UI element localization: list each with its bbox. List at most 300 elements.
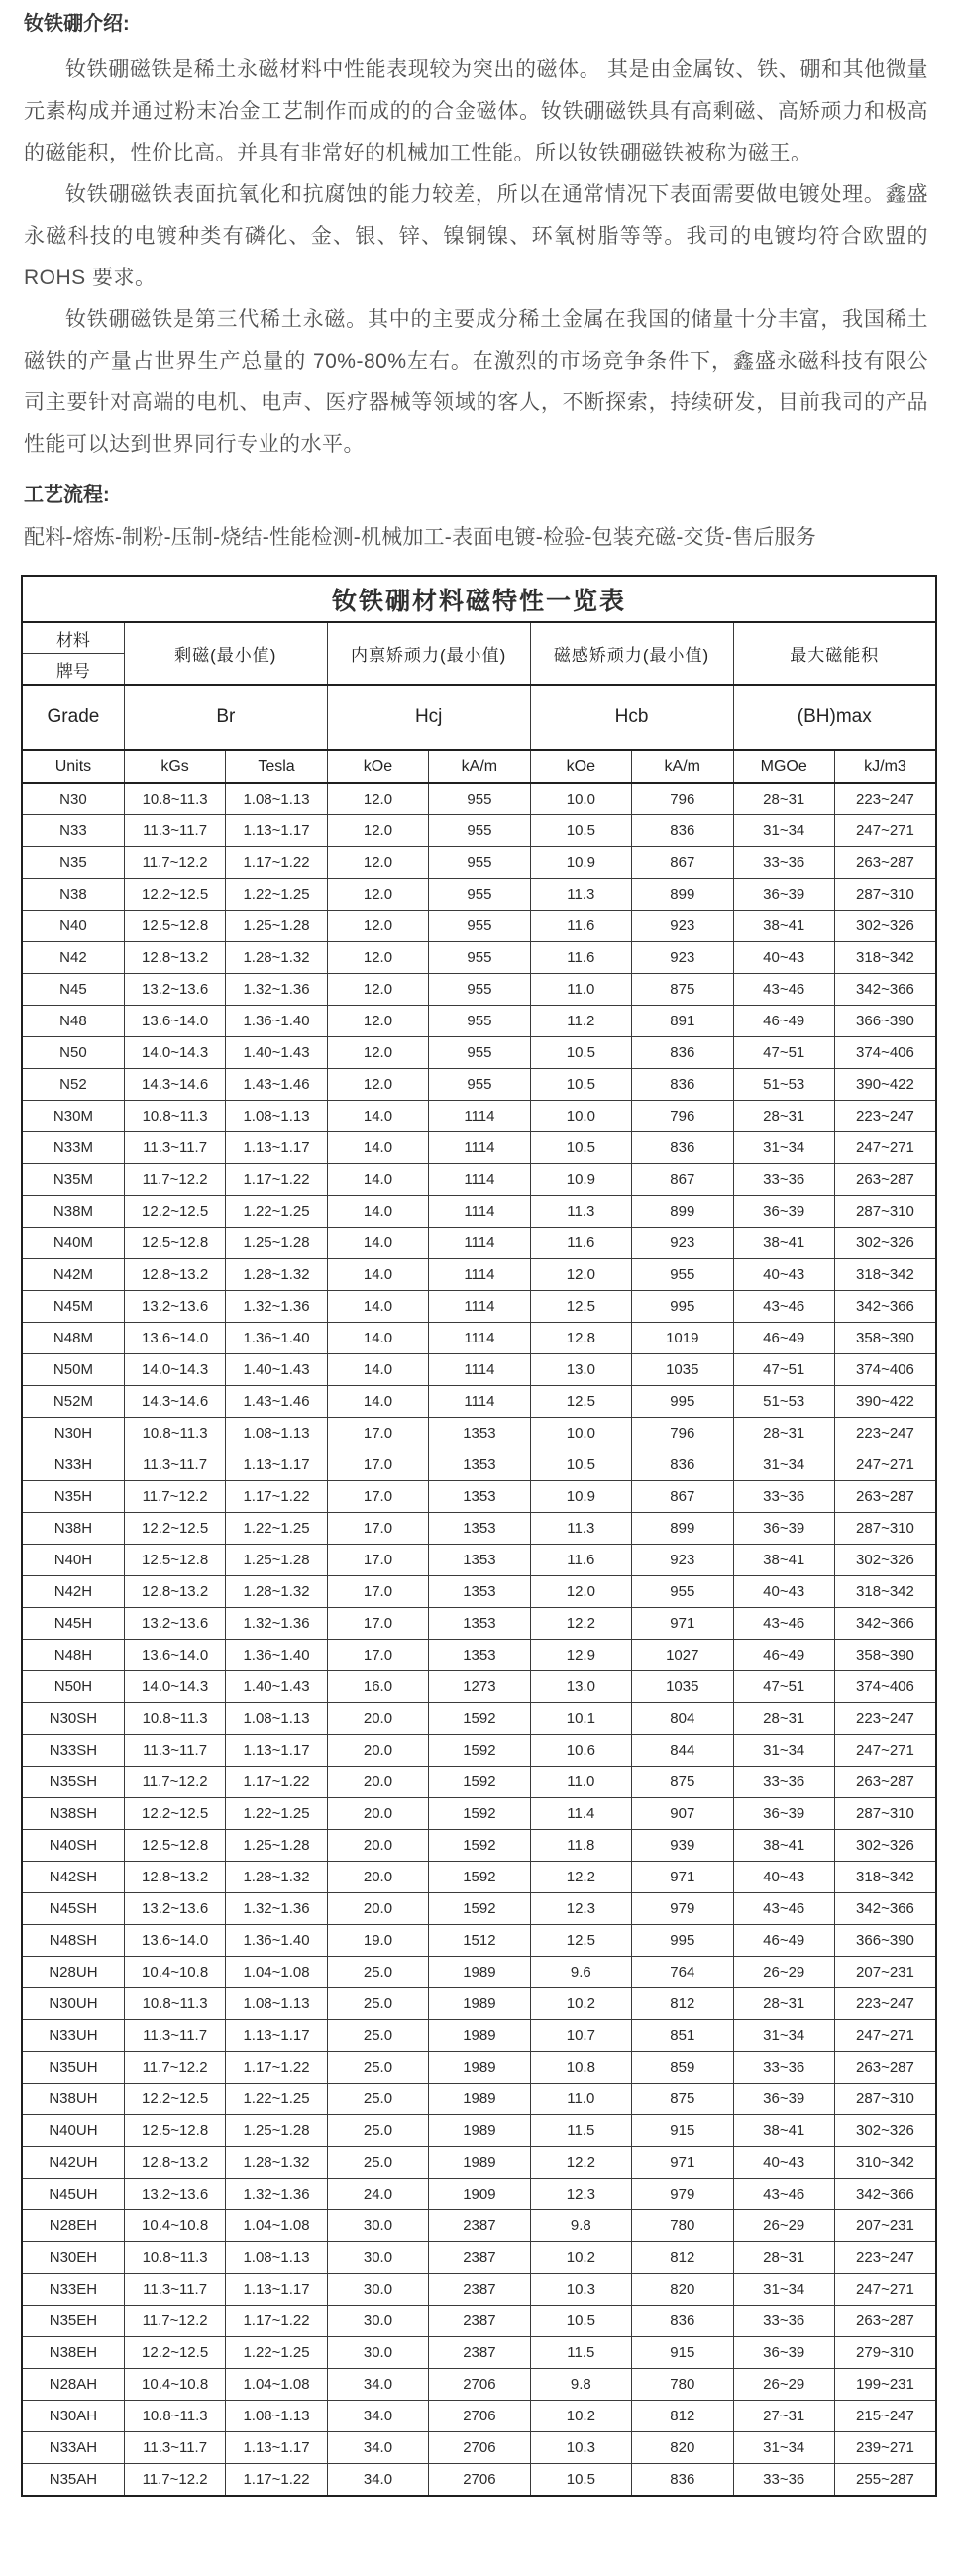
- grade-cell: N35M: [22, 1164, 124, 1196]
- value-cell: 1.32~1.36: [226, 974, 327, 1006]
- value-cell: 12.2~12.5: [124, 879, 225, 911]
- value-cell: 30.0: [327, 2210, 428, 2242]
- value-cell: 1.08~1.13: [226, 1101, 327, 1132]
- grade-cell: N38SH: [22, 1798, 124, 1830]
- value-cell: 2387: [429, 2337, 530, 2369]
- value-cell: 955: [429, 1006, 530, 1037]
- value-cell: 875: [632, 1767, 733, 1798]
- unit-koe-hcj: kOe: [327, 750, 428, 783]
- value-cell: 20.0: [327, 1767, 428, 1798]
- intro-heading: 钕铁硼介绍:: [24, 13, 130, 35]
- table-row: [22, 2306, 936, 2337]
- value-cell: 27~31: [733, 2401, 834, 2432]
- value-cell: 12.5: [530, 1925, 631, 1957]
- value-cell: 14.0: [327, 1228, 428, 1259]
- value-cell: 43~46: [733, 2179, 834, 2210]
- value-cell: 10.7: [530, 2020, 631, 2052]
- grade-cell: N35AH: [22, 2464, 124, 2497]
- value-cell: 1.36~1.40: [226, 1006, 327, 1037]
- value-cell: 13.2~13.6: [124, 1893, 225, 1925]
- value-cell: 13.2~13.6: [124, 974, 225, 1006]
- value-cell: 1.25~1.28: [226, 1228, 327, 1259]
- grade-cell: N33AH: [22, 2432, 124, 2464]
- value-cell: 17.0: [327, 1418, 428, 1449]
- table-row: [22, 815, 936, 847]
- value-cell: 13.2~13.6: [124, 1291, 225, 1323]
- value-cell: 11.7~12.2: [124, 847, 225, 879]
- grade-table-body: [22, 783, 936, 2496]
- value-cell: 33~36: [733, 2464, 834, 2497]
- value-cell: 971: [632, 2147, 733, 2179]
- value-cell: 17.0: [327, 1545, 428, 1576]
- intro-section: [0, 10, 958, 559]
- value-cell: 1114: [429, 1291, 530, 1323]
- value-cell: 374~406: [834, 1037, 936, 1069]
- value-cell: 955: [429, 911, 530, 942]
- value-cell: 223~247: [834, 1101, 936, 1132]
- value-cell: 302~326: [834, 1830, 936, 1862]
- value-cell: 19.0: [327, 1925, 428, 1957]
- grade-cell: N40SH: [22, 1830, 124, 1862]
- value-cell: 1.08~1.13: [226, 1703, 327, 1735]
- value-cell: 955: [429, 879, 530, 911]
- value-cell: 867: [632, 1164, 733, 1196]
- value-cell: 12.0: [327, 1037, 428, 1069]
- table-row: [22, 1418, 936, 1449]
- value-cell: 30.0: [327, 2337, 428, 2369]
- value-cell: 374~406: [834, 1354, 936, 1386]
- value-cell: 43~46: [733, 1291, 834, 1323]
- value-cell: 867: [632, 847, 733, 879]
- value-cell: 11.3~11.7: [124, 2020, 225, 2052]
- grade-cell: N30SH: [22, 1703, 124, 1735]
- table-row: [22, 1481, 936, 1513]
- grade-cell: N50: [22, 1037, 124, 1069]
- value-cell: 836: [632, 1069, 733, 1101]
- value-cell: 1.17~1.22: [226, 2306, 327, 2337]
- table-row: [22, 2179, 936, 2210]
- value-cell: 43~46: [733, 1893, 834, 1925]
- value-cell: 1909: [429, 2179, 530, 2210]
- value-cell: 1.32~1.36: [226, 2179, 327, 2210]
- value-cell: 14.0: [327, 1386, 428, 1418]
- value-cell: 796: [632, 1418, 733, 1449]
- value-cell: 12.0: [327, 815, 428, 847]
- value-cell: 17.0: [327, 1449, 428, 1481]
- value-cell: 11.3~11.7: [124, 2274, 225, 2306]
- unit-kam-hcb: kA/m: [632, 750, 733, 783]
- header-symbol-row: [22, 685, 936, 750]
- table-row: [22, 2084, 936, 2115]
- value-cell: 12.2: [530, 1862, 631, 1893]
- value-cell: 11.7~12.2: [124, 1481, 225, 1513]
- value-cell: 17.0: [327, 1608, 428, 1640]
- value-cell: 1114: [429, 1386, 530, 1418]
- value-cell: 12.0: [530, 1259, 631, 1291]
- value-cell: 923: [632, 911, 733, 942]
- value-cell: 11.8: [530, 1830, 631, 1862]
- value-cell: 1.08~1.13: [226, 1988, 327, 2020]
- value-cell: 34.0: [327, 2369, 428, 2401]
- value-cell: 247~271: [834, 1132, 936, 1164]
- value-cell: 1.13~1.17: [226, 2274, 327, 2306]
- value-cell: 1592: [429, 1862, 530, 1893]
- value-cell: 374~406: [834, 1671, 936, 1703]
- value-cell: 10.9: [530, 1164, 631, 1196]
- value-cell: 14.0~14.3: [124, 1671, 225, 1703]
- value-cell: 836: [632, 2464, 733, 2497]
- value-cell: 12.5~12.8: [124, 1830, 225, 1862]
- units-label: Units: [22, 750, 124, 783]
- value-cell: 14.3~14.6: [124, 1386, 225, 1418]
- value-cell: 25.0: [327, 2147, 428, 2179]
- value-cell: 10.5: [530, 815, 631, 847]
- value-cell: 36~39: [733, 2337, 834, 2369]
- grade-cell: N52M: [22, 1386, 124, 1418]
- table-row: [22, 2147, 936, 2179]
- table-row: [22, 1069, 936, 1101]
- value-cell: 36~39: [733, 879, 834, 911]
- value-cell: 11.7~12.2: [124, 1164, 225, 1196]
- value-cell: 1.32~1.36: [226, 1291, 327, 1323]
- magnetic-properties-table: [21, 575, 937, 2497]
- value-cell: 14.0: [327, 1291, 428, 1323]
- value-cell: 13.0: [530, 1354, 631, 1386]
- value-cell: 318~342: [834, 1259, 936, 1291]
- value-cell: 17.0: [327, 1481, 428, 1513]
- value-cell: 971: [632, 1862, 733, 1893]
- table-row: [22, 1164, 936, 1196]
- header-grade: Grade: [22, 685, 124, 750]
- value-cell: 11.7~12.2: [124, 2306, 225, 2337]
- value-cell: 11.2: [530, 1006, 631, 1037]
- table-row: [22, 2274, 936, 2306]
- table-row: [22, 1767, 936, 1798]
- header-br: Br: [124, 685, 327, 750]
- value-cell: 1.17~1.22: [226, 2052, 327, 2084]
- value-cell: 1592: [429, 1893, 530, 1925]
- value-cell: 33~36: [733, 2306, 834, 2337]
- value-cell: 10.4~10.8: [124, 2210, 225, 2242]
- value-cell: 318~342: [834, 942, 936, 974]
- value-cell: 12.0: [327, 1069, 428, 1101]
- value-cell: 40~43: [733, 942, 834, 974]
- value-cell: 1.25~1.28: [226, 2115, 327, 2147]
- value-cell: 20.0: [327, 1735, 428, 1767]
- value-cell: 10.8~11.3: [124, 783, 225, 815]
- value-cell: 34.0: [327, 2464, 428, 2497]
- value-cell: 1.17~1.22: [226, 847, 327, 879]
- table-row: [22, 1132, 936, 1164]
- value-cell: 223~247: [834, 1703, 936, 1735]
- value-cell: 47~51: [733, 1037, 834, 1069]
- header-group-hcj: 内禀矫顽力(最小值): [327, 622, 530, 685]
- value-cell: 247~271: [834, 2020, 936, 2052]
- header-bhmax: (BH)max: [733, 685, 936, 750]
- value-cell: 342~366: [834, 1893, 936, 1925]
- value-cell: 12.2~12.5: [124, 2084, 225, 2115]
- intro-paragraph-2: 钕铁硼磁铁表面抗氧化和抗腐蚀的能力较差，所以在通常情况下表面需要做电镀处理。鑫盛永磁科技的电镀种类有磷化、金、银、锌、镍铜镍、环氧树脂等等。我司的电镀均符合欧盟的 ROHS 要求。: [24, 183, 928, 289]
- value-cell: 1.36~1.40: [226, 1640, 327, 1671]
- value-cell: 995: [632, 1291, 733, 1323]
- table-row: [22, 1513, 936, 1545]
- table-row: [22, 1640, 936, 1671]
- grade-cell: N28EH: [22, 2210, 124, 2242]
- table-row: [22, 1671, 936, 1703]
- value-cell: 14.0: [327, 1323, 428, 1354]
- grade-cell: N35SH: [22, 1767, 124, 1798]
- value-cell: 1353: [429, 1481, 530, 1513]
- value-cell: 1.17~1.22: [226, 1767, 327, 1798]
- value-cell: 836: [632, 1132, 733, 1164]
- value-cell: 1.17~1.22: [226, 1164, 327, 1196]
- value-cell: 31~34: [733, 2432, 834, 2464]
- value-cell: 10.4~10.8: [124, 1957, 225, 1988]
- value-cell: 28~31: [733, 783, 834, 815]
- grade-cell: N35: [22, 847, 124, 879]
- value-cell: 1.40~1.43: [226, 1354, 327, 1386]
- value-cell: 10.5: [530, 1069, 631, 1101]
- value-cell: 891: [632, 1006, 733, 1037]
- grade-cell: N38EH: [22, 2337, 124, 2369]
- table-row: [22, 1798, 936, 1830]
- value-cell: 10.8~11.3: [124, 1101, 225, 1132]
- value-cell: 14.0~14.3: [124, 1037, 225, 1069]
- value-cell: 11.0: [530, 1767, 631, 1798]
- value-cell: 1592: [429, 1767, 530, 1798]
- unit-kgs: kGs: [124, 750, 225, 783]
- table-row: [22, 1259, 936, 1291]
- value-cell: 263~287: [834, 1481, 936, 1513]
- table-row: [22, 1925, 936, 1957]
- value-cell: 971: [632, 1608, 733, 1640]
- value-cell: 36~39: [733, 2084, 834, 2115]
- grade-cell: N48H: [22, 1640, 124, 1671]
- table-row: [22, 847, 936, 879]
- value-cell: 9.6: [530, 1957, 631, 1988]
- value-cell: 1.28~1.32: [226, 1862, 327, 1893]
- value-cell: 28~31: [733, 2242, 834, 2274]
- value-cell: 804: [632, 1703, 733, 1735]
- grade-cell: N42UH: [22, 2147, 124, 2179]
- value-cell: 1114: [429, 1101, 530, 1132]
- grade-cell: N38: [22, 879, 124, 911]
- value-cell: 13.6~14.0: [124, 1925, 225, 1957]
- table-row: [22, 2115, 936, 2147]
- value-cell: 1.28~1.32: [226, 1576, 327, 1608]
- value-cell: 1.22~1.25: [226, 1513, 327, 1545]
- value-cell: 2387: [429, 2242, 530, 2274]
- value-cell: 1.40~1.43: [226, 1671, 327, 1703]
- value-cell: 34.0: [327, 2401, 428, 2432]
- grade-cell: N40H: [22, 1545, 124, 1576]
- value-cell: 342~366: [834, 1608, 936, 1640]
- value-cell: 1273: [429, 1671, 530, 1703]
- value-cell: 11.6: [530, 942, 631, 974]
- value-cell: 10.8~11.3: [124, 2401, 225, 2432]
- value-cell: 14.0: [327, 1101, 428, 1132]
- header-material-bottom: 牌号: [22, 654, 124, 686]
- value-cell: 1989: [429, 2052, 530, 2084]
- value-cell: 31~34: [733, 2274, 834, 2306]
- value-cell: 14.0: [327, 1354, 428, 1386]
- value-cell: 11.6: [530, 1228, 631, 1259]
- value-cell: 796: [632, 783, 733, 815]
- value-cell: 390~422: [834, 1386, 936, 1418]
- value-cell: 279~310: [834, 2337, 936, 2369]
- value-cell: 247~271: [834, 815, 936, 847]
- header-group-bhmax: 最大磁能积: [733, 622, 936, 685]
- value-cell: 10.5: [530, 1449, 631, 1481]
- value-cell: 1.25~1.28: [226, 911, 327, 942]
- value-cell: 12.2~12.5: [124, 1798, 225, 1830]
- table-row: [22, 783, 936, 815]
- value-cell: 12.2~12.5: [124, 1196, 225, 1228]
- value-cell: 1.13~1.17: [226, 1449, 327, 1481]
- value-cell: 796: [632, 1101, 733, 1132]
- value-cell: 1.36~1.40: [226, 1925, 327, 1957]
- value-cell: 28~31: [733, 1101, 834, 1132]
- value-cell: 12.8~13.2: [124, 2147, 225, 2179]
- value-cell: 12.5~12.8: [124, 2115, 225, 2147]
- value-cell: 47~51: [733, 1671, 834, 1703]
- value-cell: 12.0: [327, 1006, 428, 1037]
- value-cell: 2706: [429, 2464, 530, 2497]
- value-cell: 11.3: [530, 879, 631, 911]
- value-cell: 342~366: [834, 2179, 936, 2210]
- value-cell: 1114: [429, 1228, 530, 1259]
- value-cell: 40~43: [733, 1576, 834, 1608]
- value-cell: 17.0: [327, 1513, 428, 1545]
- value-cell: 33~36: [733, 847, 834, 879]
- table-row: [22, 879, 936, 911]
- value-cell: 1353: [429, 1449, 530, 1481]
- grade-cell: N28UH: [22, 1957, 124, 1988]
- grade-cell: N30H: [22, 1418, 124, 1449]
- value-cell: 11.4: [530, 1798, 631, 1830]
- table-row: [22, 974, 936, 1006]
- value-cell: 10.8~11.3: [124, 1703, 225, 1735]
- header-material-top: 材料: [22, 622, 124, 654]
- table-row: [22, 1196, 936, 1228]
- grade-cell: N33EH: [22, 2274, 124, 2306]
- value-cell: 1989: [429, 2115, 530, 2147]
- value-cell: 12.5: [530, 1386, 631, 1418]
- value-cell: 11.3~11.7: [124, 815, 225, 847]
- value-cell: 25.0: [327, 2020, 428, 2052]
- value-cell: 358~390: [834, 1640, 936, 1671]
- value-cell: 13.6~14.0: [124, 1006, 225, 1037]
- grade-cell: N35UH: [22, 2052, 124, 2084]
- value-cell: 979: [632, 2179, 733, 2210]
- value-cell: 979: [632, 1893, 733, 1925]
- value-cell: 12.0: [327, 911, 428, 942]
- value-cell: 302~326: [834, 1545, 936, 1576]
- value-cell: 10.2: [530, 2242, 631, 2274]
- value-cell: 875: [632, 974, 733, 1006]
- value-cell: 9.8: [530, 2369, 631, 2401]
- value-cell: 25.0: [327, 1988, 428, 2020]
- value-cell: 302~326: [834, 1228, 936, 1259]
- value-cell: 13.2~13.6: [124, 2179, 225, 2210]
- value-cell: 38~41: [733, 1228, 834, 1259]
- value-cell: 899: [632, 879, 733, 911]
- value-cell: 836: [632, 2306, 733, 2337]
- value-cell: 46~49: [733, 1640, 834, 1671]
- table-row: [22, 2242, 936, 2274]
- value-cell: 14.3~14.6: [124, 1069, 225, 1101]
- value-cell: 14.0: [327, 1164, 428, 1196]
- value-cell: 1.43~1.46: [226, 1069, 327, 1101]
- table-row: [22, 1037, 936, 1069]
- value-cell: 10.6: [530, 1735, 631, 1767]
- value-cell: 899: [632, 1513, 733, 1545]
- value-cell: 34.0: [327, 2432, 428, 2464]
- value-cell: 38~41: [733, 1830, 834, 1862]
- value-cell: 318~342: [834, 1576, 936, 1608]
- value-cell: 43~46: [733, 1608, 834, 1640]
- value-cell: 1.17~1.22: [226, 2464, 327, 2497]
- value-cell: 25.0: [327, 2052, 428, 2084]
- value-cell: 13.2~13.6: [124, 1608, 225, 1640]
- value-cell: 1592: [429, 1735, 530, 1767]
- value-cell: 11.7~12.2: [124, 2052, 225, 2084]
- value-cell: 1.28~1.32: [226, 942, 327, 974]
- value-cell: 12.0: [530, 1576, 631, 1608]
- unit-kam-hcj: kA/m: [429, 750, 530, 783]
- value-cell: 923: [632, 942, 733, 974]
- value-cell: 1035: [632, 1671, 733, 1703]
- value-cell: 995: [632, 1386, 733, 1418]
- table-row: [22, 1703, 936, 1735]
- grade-cell: N38UH: [22, 2084, 124, 2115]
- value-cell: 38~41: [733, 2115, 834, 2147]
- grade-cell: N45UH: [22, 2179, 124, 2210]
- value-cell: 51~53: [733, 1069, 834, 1101]
- value-cell: 2387: [429, 2210, 530, 2242]
- value-cell: 223~247: [834, 1988, 936, 2020]
- value-cell: 875: [632, 2084, 733, 2115]
- value-cell: 36~39: [733, 1513, 834, 1545]
- value-cell: 1353: [429, 1640, 530, 1671]
- grade-cell: N45: [22, 974, 124, 1006]
- value-cell: 1.22~1.25: [226, 2337, 327, 2369]
- value-cell: 1114: [429, 1354, 530, 1386]
- value-cell: 247~271: [834, 2274, 936, 2306]
- grade-cell: N30M: [22, 1101, 124, 1132]
- table-row: [22, 1006, 936, 1037]
- value-cell: 31~34: [733, 815, 834, 847]
- value-cell: 358~390: [834, 1323, 936, 1354]
- value-cell: 26~29: [733, 2210, 834, 2242]
- table-row: [22, 1354, 936, 1386]
- grade-cell: N45SH: [22, 1893, 124, 1925]
- value-cell: 247~271: [834, 1449, 936, 1481]
- value-cell: 20.0: [327, 1862, 428, 1893]
- grade-cell: N40: [22, 911, 124, 942]
- grade-cell: N38M: [22, 1196, 124, 1228]
- table-row: [22, 1988, 936, 2020]
- table-row: [22, 1291, 936, 1323]
- value-cell: 287~310: [834, 879, 936, 911]
- value-cell: 302~326: [834, 2115, 936, 2147]
- value-cell: 13.6~14.0: [124, 1323, 225, 1354]
- value-cell: 2706: [429, 2369, 530, 2401]
- value-cell: 43~46: [733, 974, 834, 1006]
- value-cell: 263~287: [834, 1164, 936, 1196]
- value-cell: 12.0: [327, 974, 428, 1006]
- value-cell: 1.22~1.25: [226, 2084, 327, 2115]
